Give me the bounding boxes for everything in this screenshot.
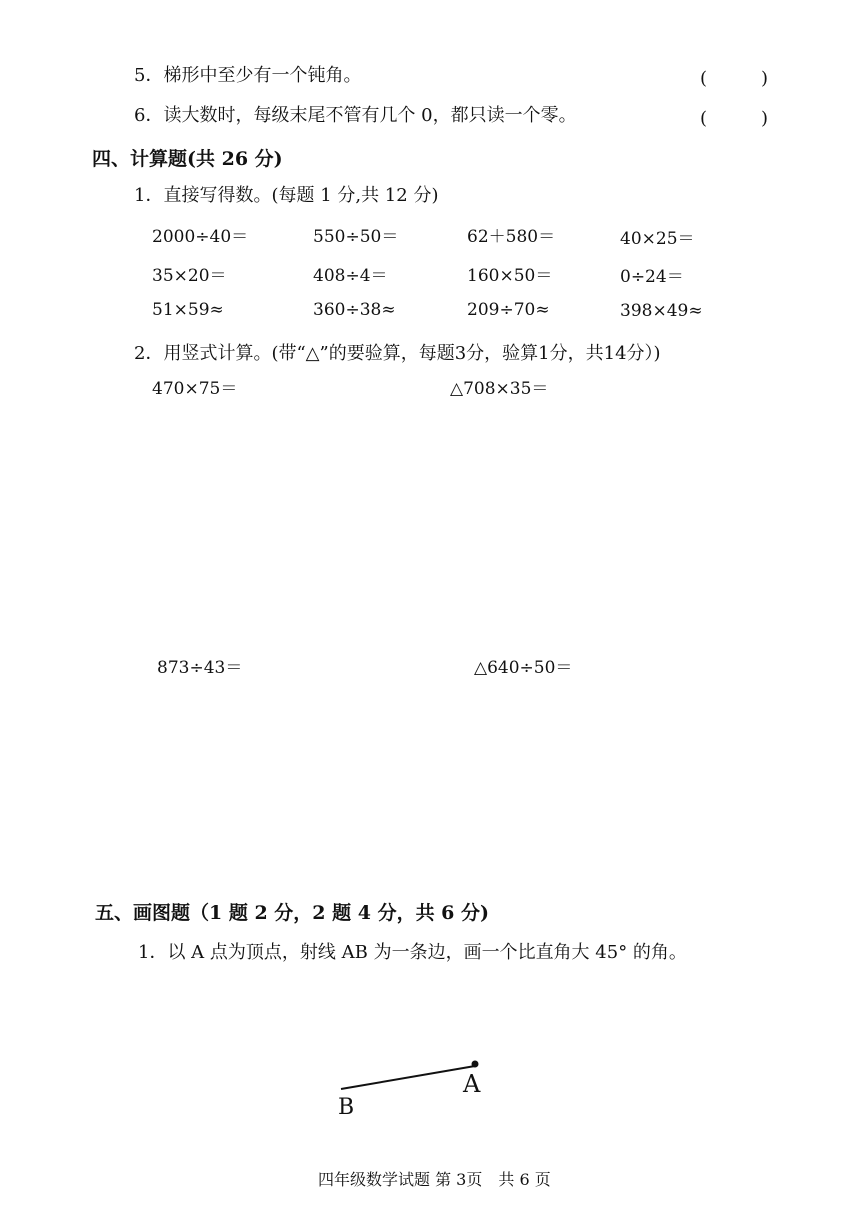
calc-r2-c2: 408÷4＝	[313, 266, 388, 286]
vertical-calc-3: 873÷43＝	[157, 658, 243, 678]
part2-instruction: 2．用竖式计算。(带“△”的要验算，每题3分，验算1分，共14分）)	[134, 343, 661, 364]
answer-paren-6[interactable]: ( )	[700, 108, 769, 129]
calc-r3-c1: 51×59≈	[152, 300, 224, 320]
calc-r2-c3: 160×50＝	[467, 266, 553, 286]
calc-r1-c2: 550÷50＝	[313, 227, 399, 247]
point-b-label: B	[338, 1095, 355, 1120]
vertical-calc-4: △640÷50＝	[474, 658, 573, 678]
calc-r1-c3: 62＋580＝	[467, 227, 556, 247]
calc-r1-c4: 40×25＝	[620, 229, 695, 249]
calc-r3-c3: 209÷70≈	[467, 300, 550, 320]
vertical-calc-1: 470×75＝	[152, 379, 238, 399]
part1-instruction: 1．直接写得数。(每题 1 分,共 12 分)	[134, 185, 439, 206]
answer-paren-5[interactable]: ( )	[700, 68, 769, 89]
page-footer: 四年级数学试题 第 3页 共 6 页	[318, 1170, 551, 1189]
section-title-calculation: 四、计算题(共 26 分)	[92, 148, 283, 170]
drawing-question-1: 1．以 A 点为顶点，射线 AB 为一条边，画一个比直角大 45° 的角。	[138, 942, 687, 963]
calc-r3-c4: 398×49≈	[620, 301, 703, 321]
vertical-calc-2: △708×35＝	[450, 379, 549, 399]
section-title-drawing: 五、画图题（1 题 2 分，2 题 4 分，共 6 分)	[95, 902, 490, 924]
point-a-dot	[472, 1061, 479, 1068]
ray-ab-line	[341, 1066, 475, 1089]
calc-r1-c1: 2000÷40＝	[152, 227, 249, 247]
calc-r3-c2: 360÷38≈	[313, 300, 396, 320]
judgement-item-6: 6．读大数时，每级末尾不管有几个 0，都只读一个零。	[134, 105, 577, 126]
calc-r2-c4: 0÷24＝	[620, 267, 684, 287]
point-a-label: A	[463, 1070, 481, 1098]
calc-r2-c1: 35×20＝	[152, 266, 227, 286]
judgement-item-5: 5．梯形中至少有一个钝角。	[134, 65, 362, 86]
